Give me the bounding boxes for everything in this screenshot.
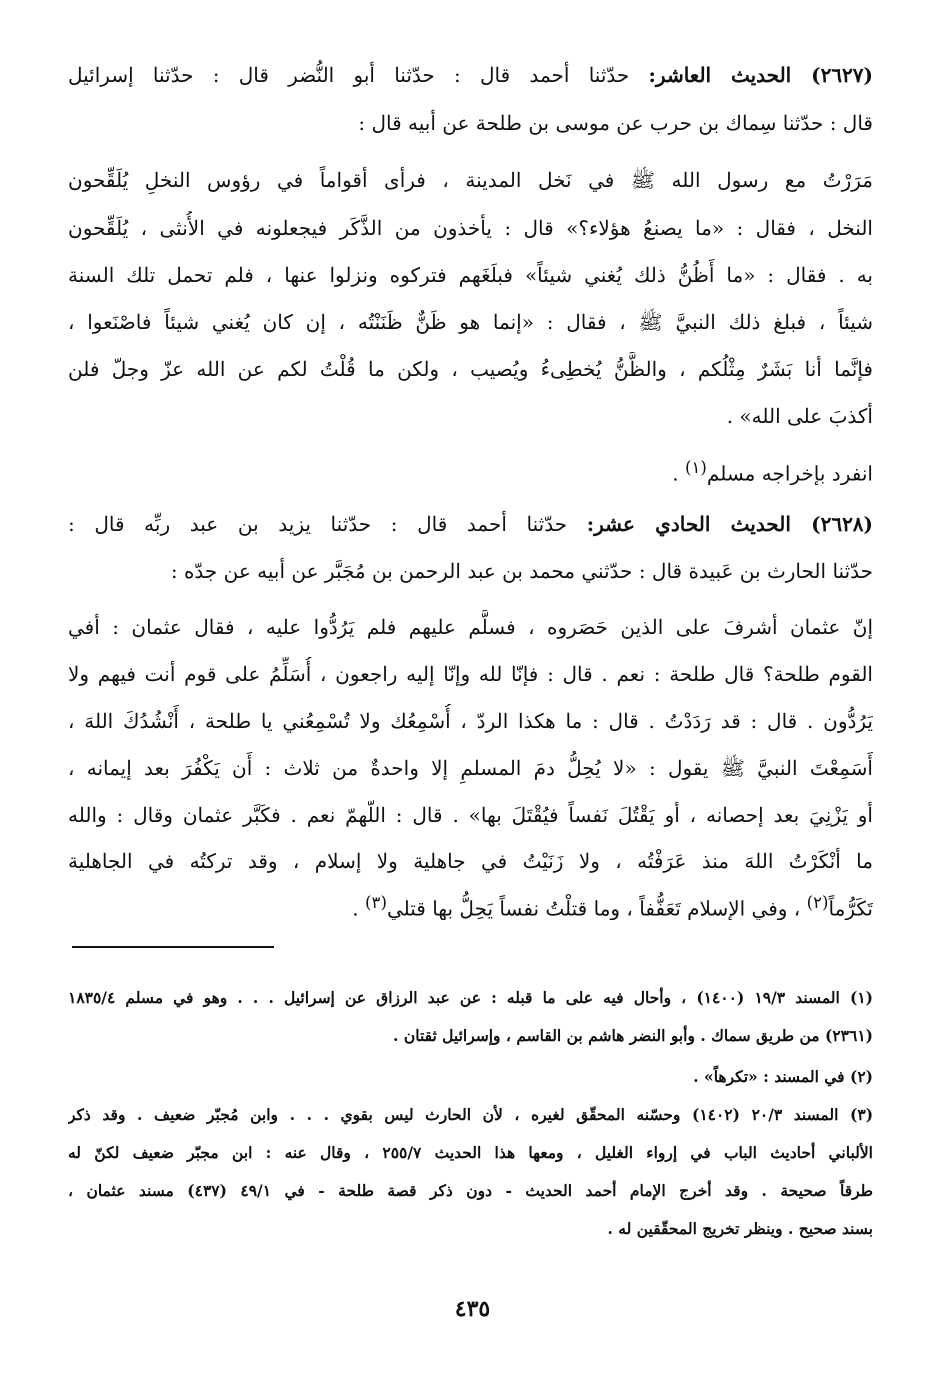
footnote-line: الألباني أحاديث الباب في إرواء الغليل ، ومعها هذا الحديث ٢٥٥/٧ ، وقال عنه : ابن مجبّر ضعيف لكنّ له xyxy=(68,1143,873,1162)
footnote-ref-3: (٣) xyxy=(365,893,387,912)
page-number: ٤٣٥ xyxy=(454,1296,491,1322)
hadith-10-matn-line: فإنَّما أنا بَشَرٌ مِثْلُكم ، والظَّنُّ يُخطِىءُ ويُصيب ، ولكن ما قُلْتُ لكم عن الله عزّ وجلّ فلن xyxy=(68,357,873,381)
hadith-10-isnad-line-1: (٢٦٢٧) الحديث العاشر: حدّثنا أحمد قال : حدّثنا أبو النُّضر قال : حدّثنا إسرائيل xyxy=(68,63,873,87)
hadith-10-matn-line: أكذبَ على الله» . xyxy=(726,404,873,428)
hadith-11-matn-last-line: تَكَرُّماً$^{(٢)}$ ، وفي الإسلام تَعَفُّفاً ، وما قتلْتُ نفساً يَحِلُّ بها قتلي$^{(٣)}$ . xyxy=(352,893,873,920)
footnote-ref-1: (١) xyxy=(684,458,707,477)
hadith-11-isnad-line-1: (٢٦٢٨) الحديث الحادي عشر: حدّثنا أحمد قال : حدّثنا يزيد بن عبد ربِّه قال : xyxy=(68,512,873,536)
footnote-divider xyxy=(72,946,274,948)
hadith-11-matn-line: أو يَزْنِيَ بعد إحصانه ، أو يَقْتُلَ نَفساً فيُقْتَلَ بها» . قال : اللّهمّ نعم . فكَبَّر عثمان وقال : والله xyxy=(68,803,873,827)
footnote-line: (٢) في المسند : «تكرهاً» . xyxy=(693,1067,873,1086)
hadith-11-isnad-line-2: حدّثنا الحارث بن عَبيدة قال : حدّثني محمد بن عبد الرحمن بن مُجَبَّر عن أبيه عن جدّه : xyxy=(170,559,873,583)
hadith-11-matn-line: القوم طلحة؟ قال طلحة : نعم . قال : فإنّا لله وإنّا إليه راجعون ، أُسَلِّمُ على قوم أنت فيهم ولا xyxy=(68,662,873,686)
hadith-11-matn-line: يَرُدُّون . قال : قد رَدَدْتُ . قال : ما هكذا الردّ ، أُسْمِعُك ولا تُسْمِعُني يا طلحة ، أَنْشُدُكَ اللهَ ، xyxy=(68,709,873,733)
hadith-11-matn-line: أَسَمِعْتَ النبيَّ ﷺ يقول : «لا يُحِلُّ دمَ المسلمِ إلا واحدةٌ من ثلاث : أَن يَكْفُرَ بعد إيمانه ، xyxy=(68,756,873,780)
hadith-11-matn-line: ما أنْكَرْتُ اللهَ منذ عَرَفْتُه ، ولا زَنَيْتُ في جاهلية ولا إسلام ، وقد تركتُه في الجاهلية xyxy=(68,849,873,873)
hadith-10-matn-line: شيئاً ، فبلغ ذلك النبيَّ ﷺ ، فقال : «إنما هو ظَنٌّ ظَنَنْتُه ، إن كان يُغني شيئاً فاصْنَعوا ، xyxy=(68,310,873,334)
hadith-10-matn-line: النخل ، فقال : «ما يصنعُ هؤلاء؟» قال : يأخذون من الذَّكَر فيجعلونه في الأُنثى ، يُلَقِّحون xyxy=(68,216,873,240)
hadith-10-matn-line: مَرَرْتُ مع رسول الله ﷺ في نَخل المدينة ، فرأى أقواماً في رؤوس النخلِ يُلَقِّحون xyxy=(68,168,873,192)
hadith-10-isnad-line-2: قال : حدّثنا سِماك بن حرب عن موسى بن طلحة عن أبيه قال : xyxy=(358,111,873,135)
footnote-line: بسند صحيح . وينظر تخريج المحقّقين له . xyxy=(607,1219,873,1238)
hadith-10-heading: (٢٦٢٧) الحديث العاشر: xyxy=(648,63,873,87)
hadith-11-heading: (٢٦٢٨) الحديث الحادي عشر: xyxy=(586,512,873,536)
footnote-line: (٣) المسند ٢٠/٣ (١٤٠٢) وحسّنه المحقّق لغيره ، لأن الحارث ليس بقوي . . . وابن مُجبّر ضعيف . وقد ذكر xyxy=(68,1105,873,1124)
hadith-10-matn-line: به . فقال : «ما أَظُنُّ ذلك يُغني شيئاً» فبلَغَهم فتركوه ونزلوا عنها ، فلم تحمل تلك السنة xyxy=(68,263,873,287)
footnote-line: طرقاً صحيحة . وقد أخرج الإمام أحمد الحديث - دون ذكر قصة طلحة - في ٤٩/١ (٤٣٧) مسند عثمان ، xyxy=(68,1181,873,1200)
footnote-line: (١) المسند ١٩/٣ (١٤٠٠) ، وأحال فيه على ما قبله : عن عبد الرزاق عن إسرائيل . . . وهو في مسلم ١٨٣٥/٤ xyxy=(68,988,873,1007)
hadith-11-matn-line: إنّ عثمان أشرفَ على الذين حَصَروه ، فسلَّم عليهم فلم يَرُدُّوا عليه ، فقال عثمان : أفي xyxy=(68,615,873,639)
footnote-line: (٢٣٦١) من طريق سماك . وأبو النضر هاشم بن القاسم ، وإسرائيل ثقتان . xyxy=(393,1026,873,1045)
footnote-ref-2: (٢) xyxy=(806,893,829,912)
hadith-10-takhrij: انفرد بإخراجه مسلم$^{(١)}$ . xyxy=(672,458,873,485)
